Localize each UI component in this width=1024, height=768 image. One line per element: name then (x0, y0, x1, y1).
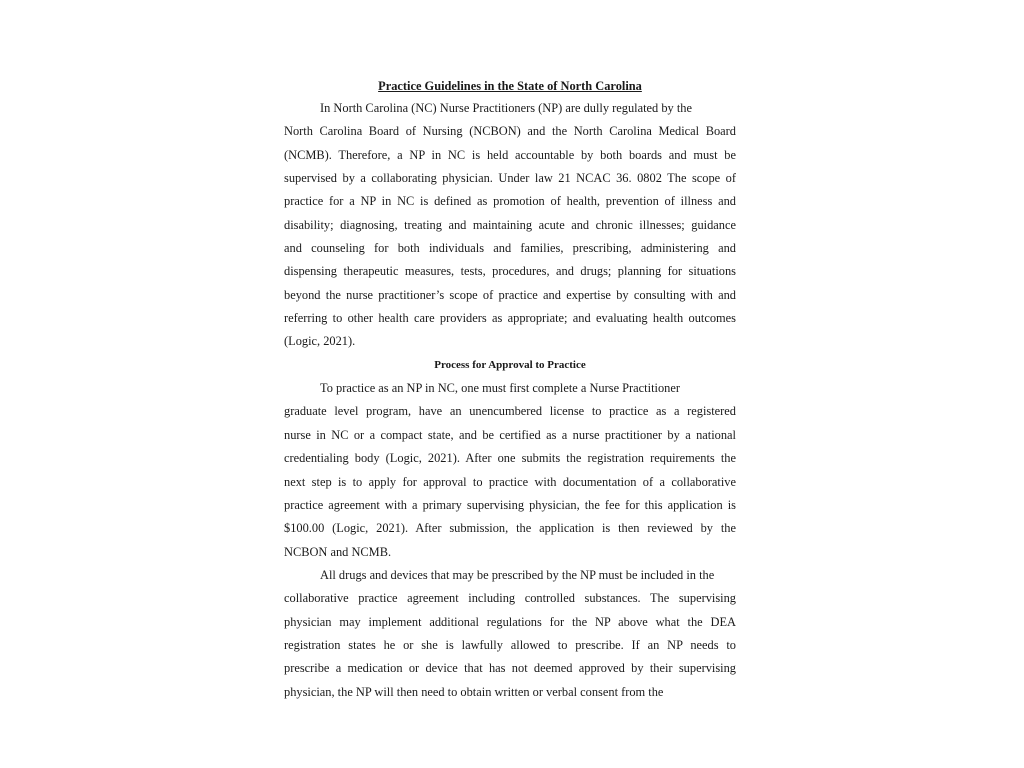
section-heading: Process for Approval to Practice (434, 358, 586, 371)
text-line: beyond the nurse practitioner’s scope of practice and expertise by consulting with and (284, 287, 736, 302)
text-line: practice agreement with a primary supervising physician, the fee for this application is (284, 497, 736, 512)
paragraph-prescribing (284, 564, 736, 704)
text-line: All drugs and devices that may be prescribed by the NP must be included in the (320, 567, 715, 582)
text-line: graduate level program, have an unencumbered license to practice as a registered (284, 404, 736, 419)
text-line: (Logic, 2021). (284, 334, 356, 349)
text-line: North Carolina Board of Nursing (NCBON) and the North Carolina Medical Board (284, 124, 736, 139)
paragraph-approval-process (284, 377, 736, 564)
text-line: next step is to apply for approval to practice with documentation of a collaborative (284, 474, 736, 489)
text-line: prescribe a medication or device that has not deemed approved by their supervising (284, 661, 736, 676)
text-line: practice for a NP in NC is defined as promotion of health, prevention of illness and (284, 194, 736, 209)
text-line: To practice as an NP in NC, one must first complete a Nurse Practitioner (320, 381, 680, 396)
text-line: credentialing body (Logic, 2021). After one submits the registration requirements the (284, 451, 736, 466)
paragraph-scope-of-practice (284, 97, 736, 354)
text-line: nurse in NC or a compact state, and be certified as a nurse practitioner by a national (284, 427, 736, 442)
text-line: In North Carolina (NC) Nurse Practitioners (NP) are dully regulated by the (320, 101, 692, 115)
text-line: NCBON and NCMB. (284, 544, 392, 559)
text-line: disability; diagnosing, treating and maintaining acute and chronic illnesses; guidance (284, 217, 736, 232)
document-title: Practice Guidelines in the State of North Carolina (378, 79, 642, 93)
text-line: dispensing therapeutic measures, tests, procedures, and drugs; planning for situations (284, 264, 736, 279)
document-body (284, 76, 736, 704)
text-line: supervised by a collaborating physician. Under law 21 NCAC 36. 0802 The scope of (284, 171, 736, 186)
text-line: and counseling for both individuals and families, prescribing, administering and (284, 241, 736, 256)
text-line: physician, the NP will then need to obtain written or verbal consent from the (284, 684, 664, 699)
text-line: $100.00 (Logic, 2021). After submission, the application is then reviewed by the (284, 521, 736, 536)
text-line: collaborative practice agreement including controlled substances. The supervising (284, 591, 736, 606)
text-line: registration states he or she is lawfully allowed to prescribe. If an NP needs to (284, 637, 736, 652)
text-line: physician may implement additional regulations for the NP above what the DEA (284, 614, 736, 629)
text-line: referring to other health care providers as appropriate; and evaluating health outcomes (284, 311, 736, 326)
text-line: (NCMB). Therefore, a NP in NC is held accountable by both boards and must be (284, 147, 736, 162)
